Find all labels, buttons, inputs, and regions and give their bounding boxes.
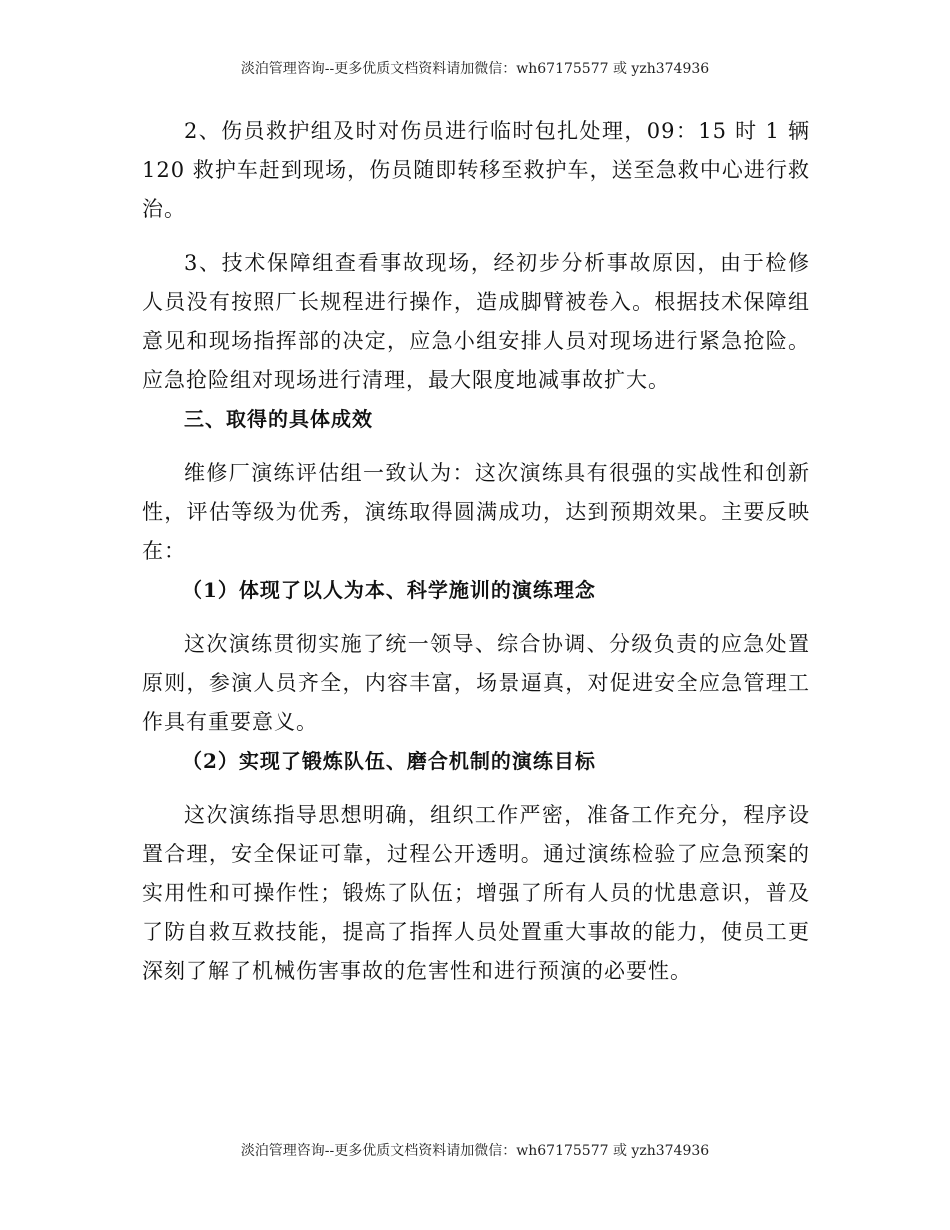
paragraph-casualty-rescue: 2、伤员救护组及时对伤员进行临时包扎处理，09：15 时 1 辆 120 救护车赶到现场，伤员随即转移至救护车，送至急救中心进行救治。: [142, 119, 810, 221]
subheading-concept: （1）体现了以人为本、科学施训的演练理念: [182, 578, 596, 602]
paragraph-goal: 这次演练指导思想明确，组织工作严密，准备工作充分，程序设置合理，安全保证可靠，过程公开透明。通过演练检验了应急预案的实用性和可操作性；锻炼了队伍；增强了所有人员的忧患意识，普及了防自救互救技能，提高了指挥人员处置重大事故的能力，使员工更深刻了解了机械伤害事故的危害性和进行预演的必要性。: [142, 803, 810, 983]
paragraph-concept: 这次演练贯彻实施了统一领导、综合协调、分级负责的应急处置原则，参演人员齐全，内容丰富，场景逼真，对促进安全应急管理工作具有重要意义。: [142, 632, 810, 734]
paragraph-evaluation: 维修厂演练评估组一致认为：这次演练具有很强的实战性和创新性，评估等级为优秀，演练取得圆满成功，达到预期效果。主要反映在：: [142, 461, 810, 563]
section-heading-results: 三、取得的具体成效: [184, 407, 373, 431]
document-body: [142, 112, 810, 991]
subheading-goal: （2）实现了锻炼队伍、磨合机制的演练目标: [182, 749, 596, 773]
paragraph-technical-support: 3、技术保障组查看事故现场，经初步分析事故原因，由于检修人员没有按照厂长规程进行操作，造成脚臂被卷入。根据技术保障组意见和现场指挥部的决定，应急小组安排人员对现场进行紧急抢险。应急抢险组对现场进行清理，最大限度地减事故扩大。: [142, 251, 810, 392]
page-header: 淡泊管理咨询--更多优质文档资料请加微信：wh67175577 或 yzh374936: [240, 61, 710, 77]
page-footer: 淡泊管理咨询--更多优质文档资料请加微信：wh67175577 或 yzh374936: [240, 1143, 710, 1159]
